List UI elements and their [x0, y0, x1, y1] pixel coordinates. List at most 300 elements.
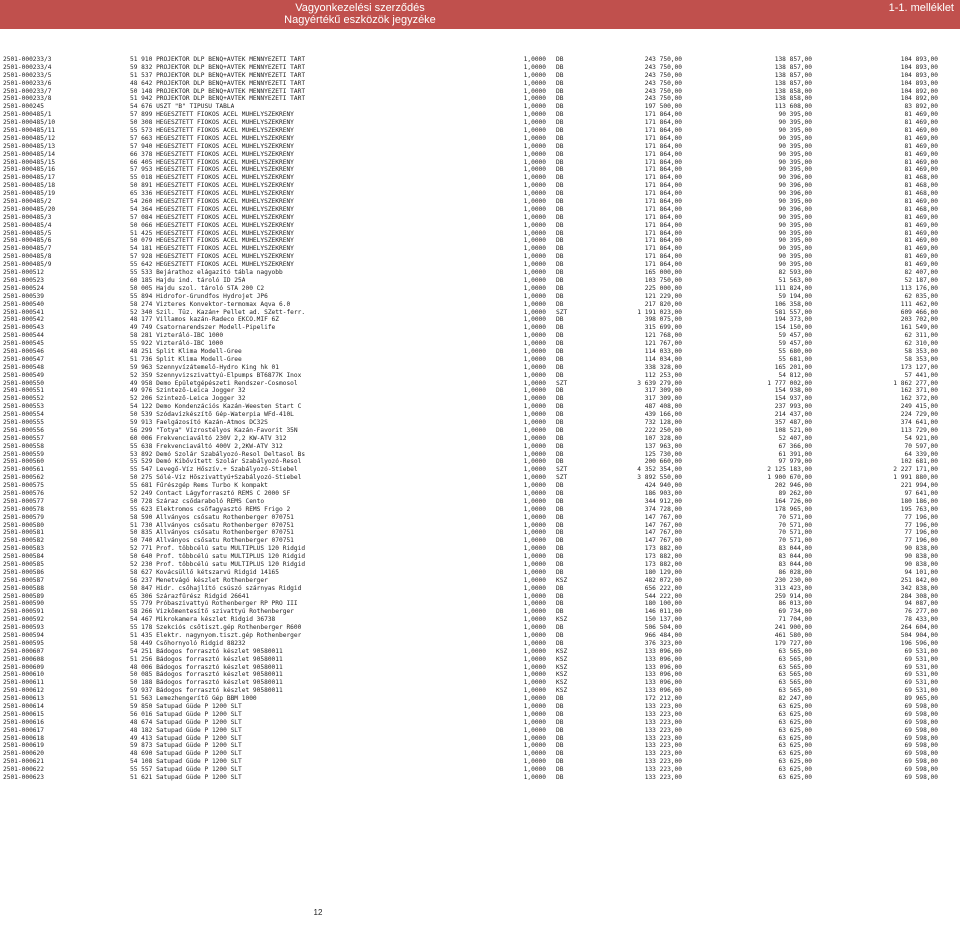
table-row [0, 127, 960, 135]
table-row [0, 608, 960, 616]
asset-description: 57 663 HEGESZTETT FIÓKOS ACÉL MŰHELYSZEKRÉNY [130, 134, 294, 142]
table-row [0, 711, 960, 719]
asset-description: 54 260 HEGESZTETT FIÓKOS ACÉL MŰHELYSZEKRÉNY [130, 198, 294, 206]
asset-description: 58 281 Vizteráló-IBC 1000 [130, 332, 224, 340]
asset-id: 2501-000485/2 [3, 198, 52, 206]
asset-unit: DB [556, 71, 564, 79]
asset-unit: DB [556, 458, 564, 466]
table-row [0, 727, 960, 735]
asset-description: 49 413 Satupad Güde P 1200 SLT [130, 734, 242, 742]
accumulated-depreciation: 63 625,00 [778, 710, 812, 718]
asset-unit: DB [556, 639, 564, 647]
gross-value: 133 223,00 [644, 742, 682, 750]
net-value: 69 531,00 [904, 679, 938, 687]
asset-id: 2501-000549 [3, 371, 44, 379]
accumulated-depreciation: 63 565,00 [778, 663, 812, 671]
accumulated-depreciation: 90 395,00 [778, 229, 812, 237]
accumulated-depreciation: 97 979,00 [778, 458, 812, 466]
asset-id: 2501-000551 [3, 387, 44, 395]
gross-value: 171 864,00 [644, 205, 682, 213]
accumulated-depreciation: 357 487,00 [774, 418, 812, 426]
gross-value: 171 864,00 [644, 190, 682, 198]
table-row [0, 735, 960, 743]
net-value: 162 371,00 [900, 387, 938, 395]
asset-description: 48 006 Bádogos forrasztó készlet 90580011 [130, 663, 283, 671]
asset-unit: KSZ [556, 671, 568, 679]
asset-description: 52 340 Szil. Tüz. Kazán+ Pellet ad. SZett-ferr. [130, 308, 306, 316]
gross-value: 133 096,00 [644, 647, 682, 655]
asset-description: 50 728 Száraz csődaraboló REMS Cento [130, 497, 265, 505]
asset-quantity: 1,0000 [523, 237, 546, 245]
asset-id: 2501-000485/7 [3, 245, 52, 253]
gross-value: 966 484,00 [644, 632, 682, 640]
asset-id: 2501-000544 [3, 332, 44, 340]
table-row [0, 695, 960, 703]
asset-description: 50 740 Állványos csősatu Rothenberger 070751 [130, 537, 294, 545]
asset-description: 48 642 PROJEKTOR DLP BENQ+AVTEK MENNYEZETI TART [130, 79, 306, 87]
net-value: 69 598,00 [904, 703, 938, 711]
asset-description: 51 435 Elektr. nagynyom.tiszt.gép Rothenberger [130, 632, 302, 640]
asset-id: 2501-000554 [3, 411, 44, 419]
accumulated-depreciation: 90 396,00 [778, 205, 812, 213]
gross-value: 133 223,00 [644, 734, 682, 742]
asset-id: 2501-000546 [3, 347, 44, 355]
asset-description: 55 573 HEGESZTETT FIÓKOS ACÉL MŰHELYSZEKRÉNY [130, 127, 294, 135]
net-value: 81 469,00 [904, 127, 938, 135]
asset-id: 2501-000614 [3, 703, 44, 711]
gross-value: 107 328,00 [644, 434, 682, 442]
asset-unit: DB [556, 87, 564, 95]
asset-id: 2501-000485/8 [3, 253, 52, 261]
asset-quantity: 1,0000 [523, 71, 546, 79]
asset-unit: DB [556, 213, 564, 221]
asset-unit: DB [556, 561, 564, 568]
asset-quantity: 1,0000 [523, 576, 546, 584]
gross-value: 171 864,00 [644, 229, 682, 237]
gross-value: 243 750,00 [644, 95, 682, 103]
table-row [0, 490, 960, 498]
gross-value: 133 096,00 [644, 663, 682, 671]
table-row [0, 222, 960, 230]
asset-unit: SZT [556, 308, 568, 316]
gross-value: 172 212,00 [644, 695, 682, 703]
asset-description: 50 079 HEGESZTETT FIÓKOS ACÉL MŰHELYSZEKRÉNY [130, 237, 294, 245]
asset-quantity: 1,0000 [523, 758, 546, 766]
asset-description: 48 182 Satupad Güde P 1200 SLT [130, 726, 242, 734]
asset-quantity: 1,0000 [523, 434, 546, 442]
asset-unit: DB [556, 127, 564, 135]
net-value: 89 965,00 [904, 695, 938, 703]
asset-id: 2501-000523 [3, 276, 44, 284]
asset-description: 55 623 Elektromos csőfagyasztó REMS Frigo 2 [130, 505, 291, 513]
gross-value: 171 864,00 [644, 134, 682, 142]
gross-value: 137 963,00 [644, 442, 682, 450]
asset-quantity: 1,0000 [523, 592, 546, 600]
asset-description: 50 085 Bádogos forrasztó készlet 90580011 [130, 671, 283, 679]
asset-id: 2501-000560 [3, 458, 44, 466]
accumulated-depreciation: 59 457,00 [778, 332, 812, 340]
asset-unit: DB [556, 134, 564, 142]
asset-description: 59 850 Satupad Güde P 1200 SLT [130, 703, 242, 711]
table-row [0, 395, 960, 403]
net-value: 1 862 277,00 [893, 379, 938, 387]
net-value: 69 598,00 [904, 774, 938, 782]
asset-unit: DB [556, 198, 564, 206]
asset-id: 2501-000485/12 [3, 134, 56, 142]
gross-value: 150 137,00 [644, 616, 682, 624]
asset-quantity: 1,0000 [523, 482, 546, 490]
asset-id: 2501-000615 [3, 710, 44, 718]
asset-unit: DB [556, 774, 564, 782]
net-value: 81 469,00 [904, 253, 938, 261]
page-number: 12 [313, 908, 323, 917]
asset-id: 2501-000611 [3, 679, 44, 687]
asset-unit: DB [556, 403, 564, 411]
gross-value: 317 309,00 [644, 387, 682, 395]
asset-quantity: 1,0000 [523, 616, 546, 624]
asset-quantity: 1,0000 [523, 103, 546, 111]
accumulated-depreciation: 51 563,00 [778, 276, 812, 284]
asset-quantity: 1,0000 [523, 489, 546, 497]
net-value: 81 468,00 [904, 182, 938, 190]
table-row [0, 64, 960, 72]
asset-unit: DB [556, 276, 564, 284]
asset-unit: DB [556, 182, 564, 190]
table-row [0, 435, 960, 443]
net-value: 161 549,00 [900, 324, 938, 332]
table-row [0, 632, 960, 640]
table-row [0, 364, 960, 372]
gross-value: 112 253,00 [644, 371, 682, 379]
asset-quantity: 1,0000 [523, 182, 546, 190]
table-row [0, 640, 960, 648]
accumulated-depreciation: 1 900 670,00 [767, 474, 812, 482]
asset-quantity: 1,0000 [523, 418, 546, 426]
asset-quantity: 1,0000 [523, 261, 546, 269]
table-row [0, 119, 960, 127]
asset-id: 2501-000485/19 [3, 190, 56, 198]
accumulated-depreciation: 86 013,00 [778, 600, 812, 608]
table-row [0, 514, 960, 522]
asset-description: 66 405 HEGESZTETT FIÓKOS ACÉL MŰHELYSZEKRÉNY [130, 158, 294, 166]
table-row [0, 230, 960, 238]
asset-quantity: 1,0000 [523, 292, 546, 300]
asset-id: 2501-000524 [3, 284, 44, 292]
asset-id: 2501-000622 [3, 766, 44, 774]
gross-value: 487 408,00 [644, 403, 682, 411]
net-value: 81 469,00 [904, 213, 938, 221]
net-value: 104 892,00 [900, 87, 938, 95]
asset-id: 2501-000575 [3, 482, 44, 490]
asset-unit: DB [556, 718, 564, 726]
accumulated-depreciation: 178 965,00 [774, 505, 812, 513]
asset-unit: DB [556, 316, 564, 324]
accumulated-depreciation: 108 521,00 [774, 426, 812, 434]
net-value: 251 842,00 [900, 576, 938, 584]
asset-description: 54 251 Bádogos forrasztó készlet 90580011 [130, 647, 283, 655]
asset-id: 2501-000623 [3, 774, 44, 782]
asset-description: 57 899 HEGESZTETT FIÓKOS ACÉL MŰHELYSZEKRÉNY [130, 111, 294, 119]
accumulated-depreciation: 90 396,00 [778, 174, 812, 182]
gross-value: 146 011,00 [644, 608, 682, 616]
asset-id: 2501-000576 [3, 489, 44, 497]
gross-value: 133 223,00 [644, 758, 682, 766]
net-value: 69 598,00 [904, 766, 938, 774]
accumulated-depreciation: 237 993,00 [774, 403, 812, 411]
asset-description: 52 359 Szennyvizszivattyú-Elpumps BT6877K Inox [130, 371, 302, 379]
asset-id: 2501-000608 [3, 655, 44, 663]
gross-value: 376 323,00 [644, 639, 682, 647]
asset-description: 48 674 Satupad Güde P 1200 SLT [130, 718, 242, 726]
table-row [0, 253, 960, 261]
asset-quantity: 1,0000 [523, 395, 546, 403]
accumulated-depreciation: 90 395,00 [778, 166, 812, 174]
accumulated-depreciation: 138 857,00 [774, 56, 812, 63]
net-value: 58 353,00 [904, 347, 938, 355]
asset-description: 51 621 Satupad Güde P 1200 SLT [130, 774, 242, 782]
table-row [0, 111, 960, 119]
table-row [0, 774, 960, 782]
asset-id: 2501-000485/10 [3, 119, 56, 127]
asset-quantity: 1,0000 [523, 276, 546, 284]
table-row [0, 269, 960, 277]
table-row [0, 750, 960, 758]
asset-quantity: 1,0000 [523, 198, 546, 206]
asset-description: 50 005 Hajdu szol. tároló STA 200 C2 [130, 284, 265, 292]
asset-unit: DB [556, 497, 564, 505]
net-value: 224 729,00 [900, 411, 938, 419]
net-value: 195 763,00 [900, 505, 938, 513]
asset-id: 2501-000590 [3, 600, 44, 608]
asset-description: 55 557 Satupad Güde P 1200 SLT [130, 766, 242, 774]
accumulated-depreciation: 63 565,00 [778, 647, 812, 655]
net-value: 81 469,00 [904, 261, 938, 269]
asset-id: 2501-000542 [3, 316, 44, 324]
net-value: 196 596,00 [900, 639, 938, 647]
asset-id: 2501-000555 [3, 418, 44, 426]
asset-unit: DB [556, 545, 564, 553]
gross-value: 171 864,00 [644, 174, 682, 182]
asset-unit: DB [556, 426, 564, 434]
asset-description: 55 547 Levegő-Víz Hőszív.+ Szabályozó-Stiebel [130, 466, 298, 474]
asset-description: 51 910 PROJEKTOR DLP BENQ+AVTEK MENNYEZETI TART [130, 56, 306, 63]
asset-id: 2501-000595 [3, 639, 44, 647]
asset-unit: SZT [556, 474, 568, 482]
asset-id: 2501-000540 [3, 300, 44, 308]
net-value: 69 598,00 [904, 710, 938, 718]
net-value: 78 433,00 [904, 616, 938, 624]
asset-unit: KSZ [556, 576, 568, 584]
gross-value: 133 223,00 [644, 703, 682, 711]
accumulated-depreciation: 63 625,00 [778, 758, 812, 766]
asset-unit: DB [556, 521, 564, 529]
net-value: 113 176,00 [900, 284, 938, 292]
net-value: 94 087,00 [904, 600, 938, 608]
asset-quantity: 1,0000 [523, 229, 546, 237]
accumulated-depreciation: 90 395,00 [778, 127, 812, 135]
net-value: 83 892,00 [904, 103, 938, 111]
asset-id: 2501-000553 [3, 403, 44, 411]
asset-quantity: 1,0000 [523, 95, 546, 103]
gross-value: 133 096,00 [644, 687, 682, 695]
table-row [0, 80, 960, 88]
asset-description: 50 066 HEGESZTETT FIÓKOS ACÉL MŰHELYSZEKRÉNY [130, 221, 294, 229]
accumulated-depreciation: 61 391,00 [778, 450, 812, 458]
gross-value: 243 750,00 [644, 63, 682, 71]
net-value: 69 598,00 [904, 726, 938, 734]
table-row [0, 529, 960, 537]
table-row [0, 403, 960, 411]
asset-id: 2501-000485/6 [3, 237, 52, 245]
annex-label: 1-1. melléklet [888, 2, 954, 14]
table-row [0, 537, 960, 545]
table-row [0, 72, 960, 80]
gross-value: 317 309,00 [644, 395, 682, 403]
asset-quantity: 1,0000 [523, 608, 546, 616]
asset-unit: KSZ [556, 616, 568, 624]
asset-id: 2501-000233/8 [3, 95, 52, 103]
asset-description: 50 891 HEGESZTETT FIÓKOS ACÉL MŰHELYSZEKRÉNY [130, 182, 294, 190]
table-row [0, 451, 960, 459]
net-value: 54 921,00 [904, 434, 938, 442]
asset-unit: DB [556, 553, 564, 561]
gross-value: 147 767,00 [644, 521, 682, 529]
accumulated-depreciation: 89 262,00 [778, 489, 812, 497]
accumulated-depreciation: 154 937,00 [774, 395, 812, 403]
gross-value: 439 166,00 [644, 411, 682, 419]
accumulated-depreciation: 63 625,00 [778, 774, 812, 782]
gross-value: 424 940,00 [644, 482, 682, 490]
net-value: 81 469,00 [904, 221, 938, 229]
net-value: 104 893,00 [900, 71, 938, 79]
asset-id: 2501-000609 [3, 663, 44, 671]
asset-quantity: 1,0000 [523, 308, 546, 316]
asset-id: 2501-000512 [3, 269, 44, 277]
asset-unit: DB [556, 750, 564, 758]
gross-value: 171 864,00 [644, 237, 682, 245]
asset-id: 2501-000619 [3, 742, 44, 750]
gross-value: 482 072,00 [644, 576, 682, 584]
gross-value: 171 864,00 [644, 166, 682, 174]
gross-value: 133 223,00 [644, 774, 682, 782]
asset-description: 51 256 Bádogos forrasztó készlet 90580011 [130, 655, 283, 663]
asset-unit: DB [556, 450, 564, 458]
asset-quantity: 1,0000 [523, 600, 546, 608]
asset-quantity: 1,0000 [523, 695, 546, 703]
gross-value: 133 096,00 [644, 655, 682, 663]
asset-description: 52 206 Szintező-Leica Jogger 32 [130, 395, 246, 403]
table-row [0, 553, 960, 561]
asset-id: 2501-000548 [3, 363, 44, 371]
asset-description: 59 913 Faelgázosító Kazán-Atmos DC32S [130, 418, 268, 426]
asset-id: 2501-000547 [3, 355, 44, 363]
asset-unit: DB [556, 174, 564, 182]
accumulated-depreciation: 63 565,00 [778, 679, 812, 687]
gross-value: 171 864,00 [644, 245, 682, 253]
asset-id: 2501-000233/6 [3, 79, 52, 87]
asset-unit: DB [556, 237, 564, 245]
asset-description: 59 937 Bádogos forrasztó készlet 90580011 [130, 687, 283, 695]
net-value: 81 469,00 [904, 245, 938, 253]
asset-id: 2501-000485/3 [3, 213, 52, 221]
net-value: 81 469,00 [904, 111, 938, 119]
asset-unit: DB [556, 734, 564, 742]
asset-description: 60 006 Frekvenciaváltó 230V 2,2 KW-ATV 312 [130, 434, 287, 442]
asset-quantity: 1,0000 [523, 529, 546, 537]
gross-value: 114 033,00 [644, 347, 682, 355]
gross-value: 243 750,00 [644, 87, 682, 95]
gross-value: 544 222,00 [644, 592, 682, 600]
net-value: 62 035,00 [904, 292, 938, 300]
asset-quantity: 1,0000 [523, 87, 546, 95]
net-value: 2 227 171,00 [893, 466, 938, 474]
net-value: 81 469,00 [904, 229, 938, 237]
asset-quantity: 1,0000 [523, 497, 546, 505]
gross-value: 171 864,00 [644, 198, 682, 206]
gross-value: 374 728,00 [644, 505, 682, 513]
asset-description: 57 084 HEGESZTETT FIÓKOS ACÉL MŰHELYSZEKRÉNY [130, 213, 294, 221]
asset-description: 55 533 Bejárathoz elágazító tábla nagyobb [130, 269, 283, 277]
accumulated-depreciation: 83 044,00 [778, 545, 812, 553]
net-value: 104 893,00 [900, 56, 938, 63]
accumulated-depreciation: 90 395,00 [778, 261, 812, 269]
gross-value: 243 750,00 [644, 79, 682, 87]
asset-unit: DB [556, 695, 564, 703]
accumulated-depreciation: 214 437,00 [774, 411, 812, 419]
asset-quantity: 1,0000 [523, 158, 546, 166]
accumulated-depreciation: 164 726,00 [774, 497, 812, 505]
asset-unit: KSZ [556, 655, 568, 663]
accumulated-depreciation: 82 593,00 [778, 269, 812, 277]
asset-unit: DB [556, 340, 564, 348]
asset-description: 51 942 PROJEKTOR DLP BENQ+AVTEK MENNYEZETI TART [130, 95, 306, 103]
asset-id: 2501-000485/17 [3, 174, 56, 182]
gross-value: 121 229,00 [644, 292, 682, 300]
asset-unit: DB [556, 434, 564, 442]
asset-quantity: 1,0000 [523, 379, 546, 387]
accumulated-depreciation: 55 681,00 [778, 355, 812, 363]
asset-unit: DB [556, 395, 564, 403]
gross-value: 222 250,00 [644, 426, 682, 434]
gross-value: 171 864,00 [644, 182, 682, 190]
asset-quantity: 1,0000 [523, 671, 546, 679]
net-value: 64 339,00 [904, 450, 938, 458]
asset-quantity: 1,0000 [523, 710, 546, 718]
asset-description: 54 676 ÜSZT "B" TÍPUSÚ TÁBLA [130, 103, 235, 111]
net-value: 69 531,00 [904, 671, 938, 679]
asset-id: 2501-000556 [3, 426, 44, 434]
asset-unit: SZT [556, 379, 568, 387]
asset-quantity: 1,0000 [523, 245, 546, 253]
asset-id: 2501-000485/5 [3, 229, 52, 237]
gross-value: 171 864,00 [644, 261, 682, 269]
net-value: 249 415,00 [900, 403, 938, 411]
gross-value: 656 222,00 [644, 584, 682, 592]
accumulated-depreciation: 59 457,00 [778, 340, 812, 348]
asset-unit: KSZ [556, 663, 568, 671]
net-value: 69 531,00 [904, 647, 938, 655]
accumulated-depreciation: 313 423,00 [774, 584, 812, 592]
asset-unit: DB [556, 253, 564, 261]
asset-quantity: 1,0000 [523, 450, 546, 458]
asset-unit: DB [556, 56, 564, 63]
net-value: 58 353,00 [904, 355, 938, 363]
gross-value: 171 864,00 [644, 158, 682, 166]
table-row [0, 545, 960, 553]
accumulated-depreciation: 69 734,00 [778, 608, 812, 616]
asset-id: 2501-000580 [3, 521, 44, 529]
asset-quantity: 1,0000 [523, 355, 546, 363]
